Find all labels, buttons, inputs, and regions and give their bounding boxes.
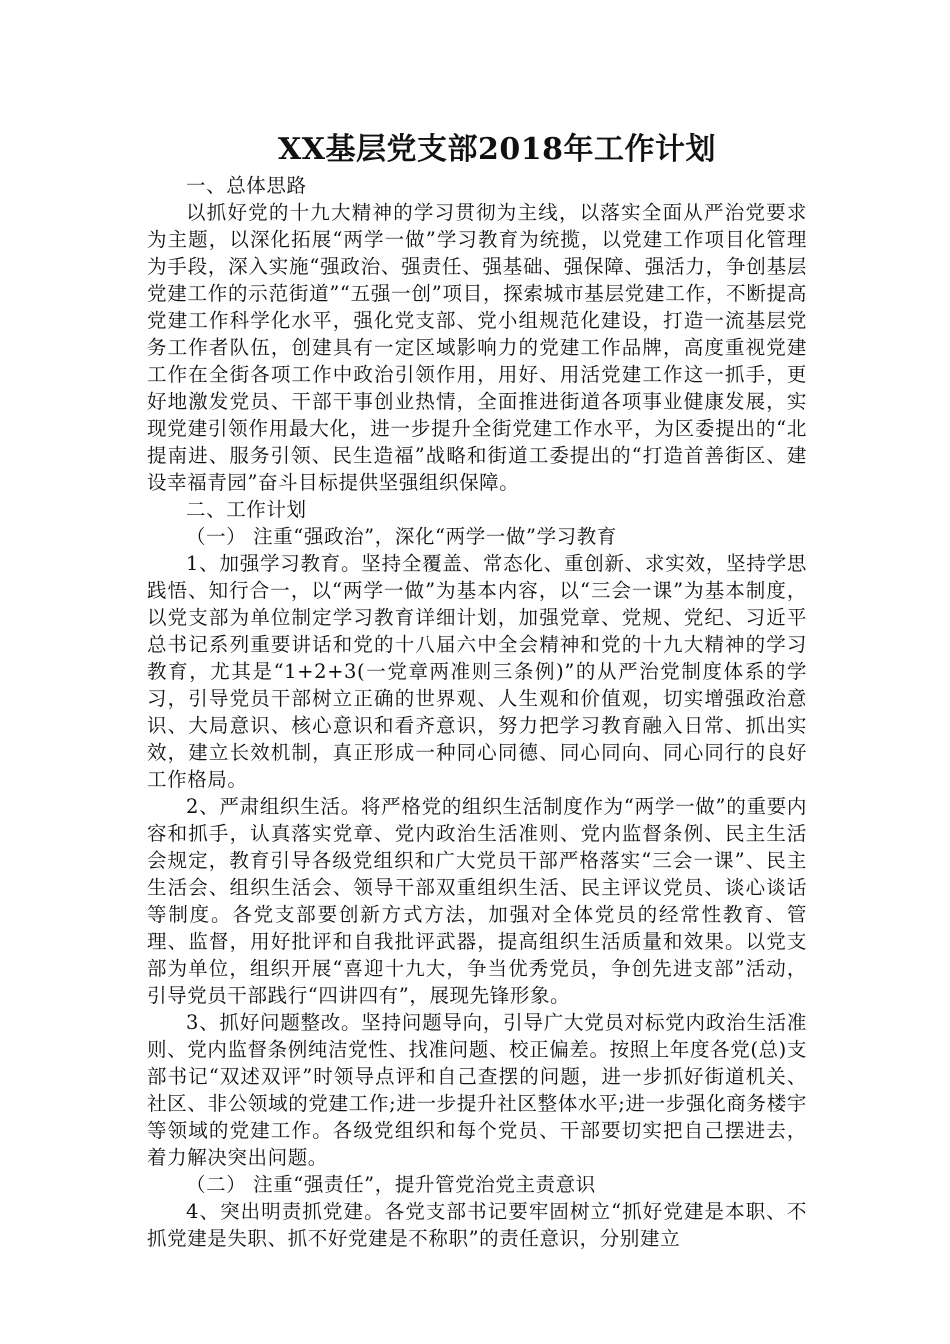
document-page xyxy=(147,128,807,1252)
paragraph-item-3: 3、抓好问题整改。坚持问题导向，引导广大党员对标党内政治生活准则、党内监督条例纯洁党性、找准问题、校正偏差。按照上年度各党(总)支部书记“双述双评”时领导点评和自己查摆的问题，进一步抓好街道机关、社区、非公领域的党建工作;进一步提升社区整体水平;进一步强化商务楼宇等领域的党建工作。各级党组织和每个党员、干部要切实把自己摆进去，着力解决突出问题。 xyxy=(147,1011,807,1169)
paragraph-overall-idea: 以抓好党的十九大精神的学习贯彻为主线，以落实全面从严治党要求为主题，以深化拓展“两学一做”学习教育为统揽，以党建工作项目化管理为手段，深入实施“强政治、强责任、强基础、强保障、强活力，争创基层党建工作的示范街道”“五强一创”项目，探索城市基层党建工作，不断提高党建工作科学化水平，强化党支部、党小组规范化建设，打造一流基层党务工作者队伍，创建具有一定区域影响力的党建工作品牌，高度重视党建工作在全街各项工作中政治引领作用，用好、用活党建工作这一抓手，更好地激发党员、干部干事创业热情，全面推进街道各项事业健康发展，实现党建引领作用最大化，进一步提升全街党建工作水平，为区委提出的“北提南进、服务引领、民生造福”战略和街道工委提出的“打造首善街区、建设幸福青园”奋斗目标提供坚强组织保障。 xyxy=(147,201,807,494)
paragraph-item-2: 2、严肃组织生活。将严格党的组织生活制度作为“两学一做”的重要内容和抓手，认真落实党章、党内政治生活准则、党内监督条例、民主生活会规定，教育引导各级党组织和广大党员干部严格落实“三会一课”、民主生活会、组织生活会、领导干部双重组织生活、民主评议党员、谈心谈话等制度。各党支部要创新方式方法，加强对全体党员的经常性教育、管理、监督，用好批评和自我批评武器，提高组织生活质量和效果。以党支部为单位，组织开展“喜迎十九大，争当优秀党员，争创先进支部”活动，引导党员干部践行“四讲四有”，展现先锋形象。 xyxy=(147,795,807,1007)
paragraph-item-1: 1、加强学习教育。坚持全覆盖、常态化、重创新、求实效，坚持学思践悟、知行合一，以“两学一做”为基本内容，以“三会一课”为基本制度，以党支部为单位制定学习教育详细计划，加强党章、党规、党纪、习近平总书记系列重要讲话和党的十八届六中全会精神和党的十九大精神的学习教育，尤其是“1+2+3(一党章两准则三条例)”的从严治党制度体系的学习，引导党员干部树立正确的世界观、人生观和价值观，切实增强政治意识、大局意识、核心意识和看齐意识，努力把学习教育融入日常、抓出实效，建立长效机制，真正形成一种同心同德、同心同向、同心同行的良好工作格局。 xyxy=(147,552,807,791)
subheading-strengthen-responsibility: （二） 注重“强责任”，提升管党治党主责意识 xyxy=(186,1173,596,1196)
document-title: XX基层党支部2018年工作计划 xyxy=(277,132,717,167)
document-body xyxy=(147,172,807,1252)
subheading-strengthen-politics: （一） 注重“强政治”，深化“两学一做”学习教育 xyxy=(186,525,617,548)
section-heading-overall-idea: 一、总体思路 xyxy=(186,174,307,197)
section-heading-work-plan: 二、工作计划 xyxy=(186,498,307,521)
paragraph-item-4: 4、突出明责抓党建。各党支部书记要牢固树立“抓好党建是本职、不抓党建是失职、抓不好党建是不称职”的责任意识，分别建立 xyxy=(147,1200,807,1250)
